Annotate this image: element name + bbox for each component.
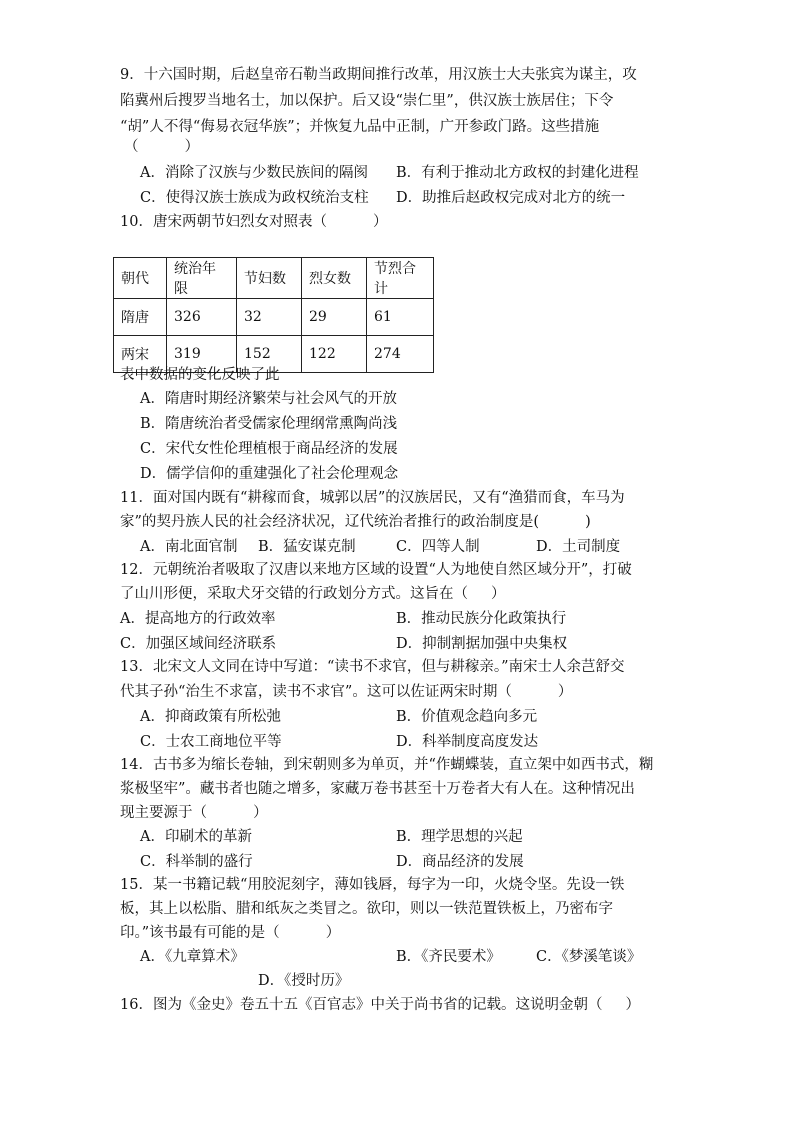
q13-option-b: B．价值观念趋向多元 <box>396 709 538 725</box>
q14-stem-line-2: 浆极坚牢”。藏书者也随之增多，家藏万卷书甚至十万卷者大有人在。这种情况出 <box>120 781 635 797</box>
q9-option-d: D．助推后赵政权完成对北方的统一 <box>396 190 626 206</box>
q15-stem-line-3: 印。”该书最有可能的是（ ） <box>120 925 341 941</box>
q13-stem-line-1: 13．北宋文人文同在诗中写道：“读书不求官，但与耕稼亲。”南宋士人余芑舒交 <box>120 659 625 675</box>
q16-stem: 16．图为《金史》卷五十五《百官志》中关于尚书省的记载。这说明金朝（ ） <box>120 997 640 1013</box>
table-cell: 61 <box>367 299 434 336</box>
q14-stem-line-1: 14．古书多为缩长卷轴，到宋朝则多为单页，并“作蝴蝶装，直立架中如西书式，糊 <box>120 757 654 773</box>
q9-option-a: A．消除了汉族与少数民族间的隔阂 <box>140 165 368 181</box>
q15-stem-line-2: 板，其上以松脂、腊和纸灰之类冒之。欲印，则以一铁范置铁板上，乃密布字 <box>120 901 613 917</box>
q11-option-d: D．土司制度 <box>536 539 621 555</box>
q9-option-c: C．使得汉族士族成为政权统治支柱 <box>140 190 369 206</box>
table-cell: 隋唐 <box>114 299 167 336</box>
q9-stem-line-1: 9．十六国时期，后赵皇帝石勒当政期间推行改革，用汉族士大夫张宾为谋主，攻 <box>120 67 637 83</box>
q9-option-b: B．有利于推动北方政权的封建化进程 <box>396 165 639 181</box>
q13-stem-line-2: 代其子孙“治生不求富，读书不求官”。这可以佐证两宋时期（ ） <box>120 684 573 700</box>
q10-after-table: 表中数据的变化反映了此 <box>120 367 280 383</box>
q14-option-d: D．商品经济的发展 <box>396 854 524 870</box>
q15-stem-line-1: 15．某一书籍记载“用胶泥刻字，薄如钱唇，每字为一印，火烧令坚。先设一铁 <box>120 877 625 893</box>
q13-option-d: D．科举制度高度发达 <box>396 734 539 750</box>
table-cell: 两宋 <box>114 336 167 373</box>
q9-answer-blank: （ ） <box>124 139 200 155</box>
q9-stem-line-2: 陷冀州后搜罗当地名士，加以保护。后又设“崇仁里”，供汉族士族居住；下令 <box>120 93 614 109</box>
table-row <box>114 299 434 336</box>
q15-option-c: C．《梦溪笔谈》 <box>536 949 642 965</box>
q11-stem-line-1: 11．面对国内既有“耕稼而食，城郭以居”的汉族居民，又有“渔猎而食，车马为 <box>120 490 625 506</box>
table-header-row <box>114 258 434 299</box>
q10-option-d: D．儒学信仰的重建强化了社会伦理观念 <box>140 466 399 482</box>
q12-stem-line-2: 了山川形便，采取犬牙交错的行政划分方式。这旨在（ ） <box>120 586 506 602</box>
table-cell: 122 <box>302 336 367 373</box>
q10-option-a: A．隋唐时期经济繁荣与社会风气的开放 <box>140 391 397 407</box>
table-cell: 319 <box>167 336 237 373</box>
q10-stem: 10．唐宋两朝节妇烈女对照表（ ） <box>120 214 388 230</box>
table-cell: 152 <box>237 336 302 373</box>
q15-option-b: B．《齐民要术》 <box>396 949 501 965</box>
q12-option-a: A．提高地方的行政效率 <box>120 611 276 627</box>
q14-option-b: B．理学思想的兴起 <box>396 829 523 845</box>
q12-option-d: D．抑制割据加强中央集权 <box>396 636 568 652</box>
q9-stem-line-3: “胡”人不得“侮易衣冠华族”；并恢复九品中正制，广开参政门路。这些措施 <box>120 119 600 135</box>
table-header-cell: 朝代 <box>114 258 167 299</box>
table-header-cell: 节妇数 <box>237 258 302 299</box>
q11-option-b: B．猛安谋克制 <box>258 539 356 555</box>
q13-option-c: C．士农工商地位平等 <box>140 734 282 750</box>
q14-option-c: C．科举制的盛行 <box>140 854 253 870</box>
table-cell: 326 <box>167 299 237 336</box>
q15-option-d: D．《授时历》 <box>258 973 350 989</box>
table-header-cell: 节烈合计 <box>367 258 434 299</box>
table-cell: 29 <box>302 299 367 336</box>
q14-option-a: A．印刷术的革新 <box>140 829 252 845</box>
q10-data-table <box>113 257 434 373</box>
q10-option-c: C．宋代女性伦理植根于商品经济的发展 <box>140 441 398 457</box>
q11-option-c: C．四等人制 <box>396 539 480 555</box>
q15-option-a: A．《九章算术》 <box>140 949 245 965</box>
q12-option-b: B．推动民族分化政策执行 <box>396 611 567 627</box>
q14-stem-line-3: 现主要源于（ ） <box>120 805 268 821</box>
table-header-cell: 烈女数 <box>302 258 367 299</box>
q13-option-a: A．抑商政策有所松弛 <box>140 709 281 725</box>
q11-option-a: A．南北面官制 <box>140 539 238 555</box>
table-cell: 32 <box>237 299 302 336</box>
q10-option-b: B．隋唐统治者受儒家伦理纲常熏陶尚浅 <box>140 416 398 432</box>
q11-stem-line-2: 家”的契丹族人民的社会经济状况，辽代统治者推行的政治制度是( ) <box>120 514 591 530</box>
table-header-cell: 统治年限 <box>167 258 237 299</box>
q12-option-c: C．加强区域间经济联系 <box>120 636 277 652</box>
table-cell: 274 <box>367 336 434 373</box>
q12-stem-line-1: 12．元朝统治者吸取了汉唐以来地方区域的设置“人为地使自然区域分开”，打破 <box>120 562 632 578</box>
